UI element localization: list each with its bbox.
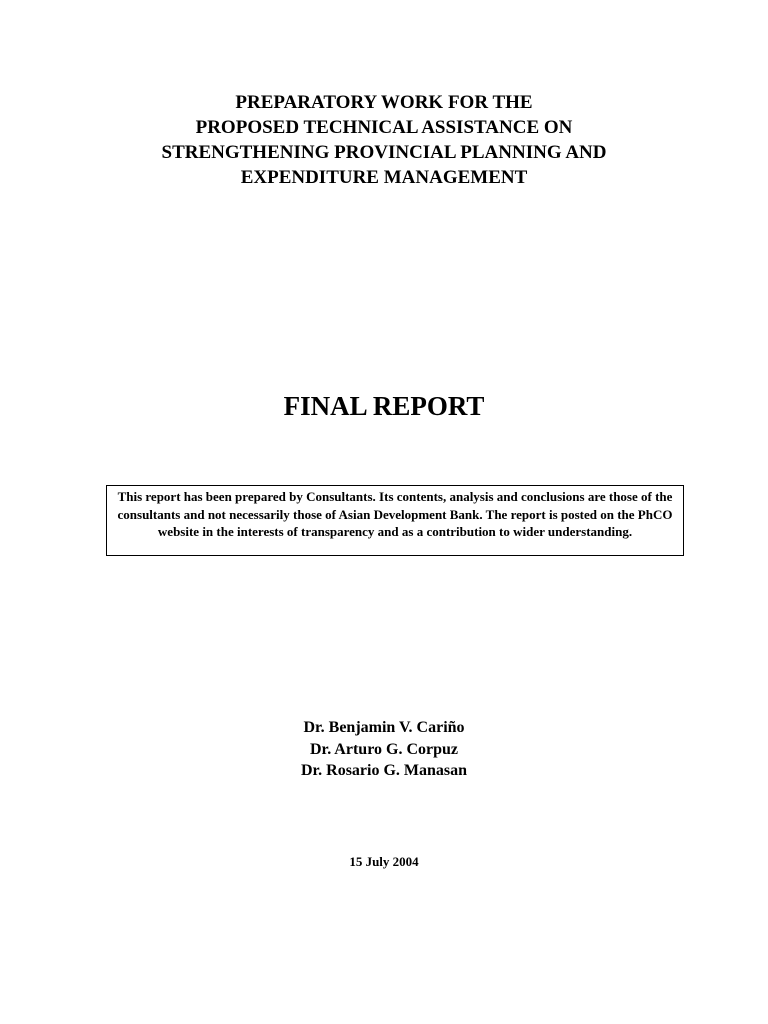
author-3: Dr. Rosario G. Manasan <box>300 762 468 779</box>
author-2: Dr. Arturo G. Corpuz <box>310 740 458 758</box>
title-line-4: EXPENDITURE MANAGEMENT <box>240 167 528 188</box>
document-title <box>0 90 768 190</box>
author-1: Dr. Benjamin V. Cariño <box>303 719 465 736</box>
disclaimer-box <box>106 485 684 556</box>
author-list <box>0 717 768 782</box>
title-line-1: PREPARATORY WORK FOR THE <box>235 92 533 113</box>
disclaimer-text: This report has been prepared by Consultants. Its contents, analysis and conclusions are those of the consultants and not necessarily those of Asian Development Bank. The report is posted on the PhCO website in the interests of transparency and as a contribution to wider understanding. <box>117 489 673 539</box>
report-date: 15 July 2004 <box>349 854 419 869</box>
report-heading: FINAL REPORT <box>283 391 485 421</box>
title-line-2: PROPOSED TECHNICAL ASSISTANCE ON <box>195 117 573 138</box>
title-line-3: STRENGTHENING PROVINCIAL PLANNING AND <box>161 142 607 163</box>
